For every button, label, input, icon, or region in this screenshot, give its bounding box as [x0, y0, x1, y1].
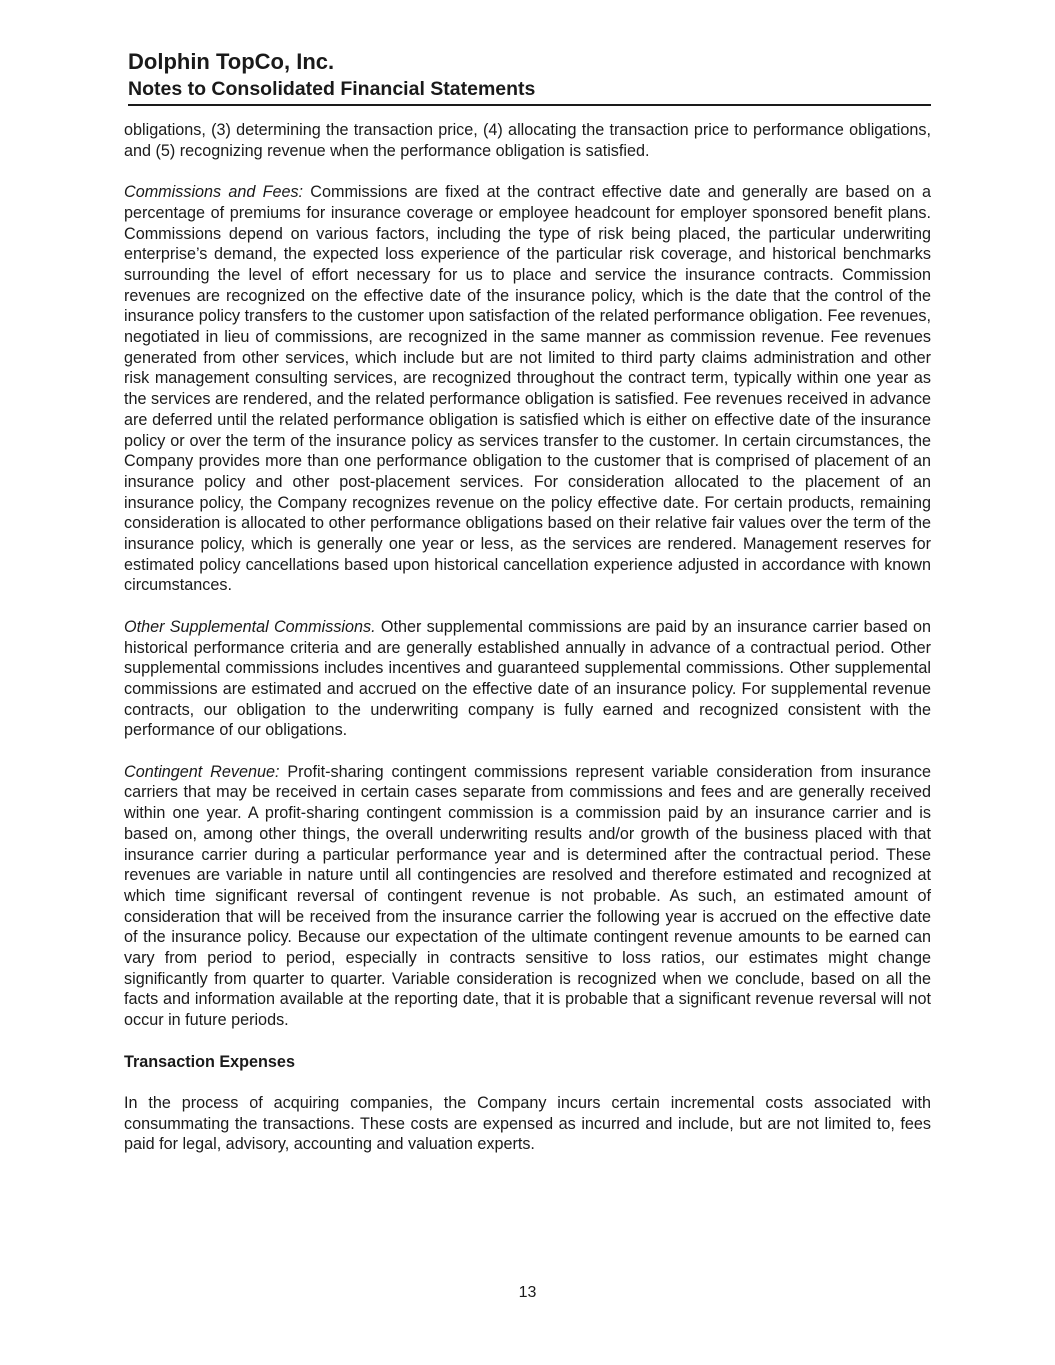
commissions-text: Commissions are fixed at the contract effective date and generally are based on a percentage of premiums for insurance coverage or employee headcount for employer sponsored benefit plans. Commissions depend on various factors, including the type of risk being placed, the particular underwriting enterprise’s demand, the expected loss experience of the particular risk coverage, and historical benchmarks surrounding the level of effort necessary for us to place and service the insurance contracts. Commission revenues are recognized on the effective date of the insurance policy, which is the date that the control of the insurance policy transfers to the customer upon satisfaction of the related performance obligation. Fee revenues, negotiated in lieu of commissions, are recognized in the same manner as commission revenue. Fee revenues generated from other services, which include but are not limited to third party claims administration and other risk management consulting services, are recognized throughout the contract term, typically within one year as the services are rendered, and the related performance obligation is satisfied. Fee revenues received in advance are deferred until the related performance obligation is satisfied which is either on effective date of the insurance policy or over the term of the insurance policy as services transfer to the customer. In certain circumstances, the Company provides more than one performance obligation to the customer that is comprised of placement of an insurance policy and other post-placement services. For consideration allocated to the placement of an insurance policy, the Company recognizes revenue on the policy effective date. For certain products, remaining consideration is allocated to other performance obligations based on their relative fair values over the term of the insurance policy, which is generally one year or less, as the services are rendered. Management reserves for estimated policy cancellations based upon historical cancellation experience adjusted in accordance with known circumstances.: [124, 183, 931, 595]
contingent-paragraph: [124, 762, 931, 1031]
supplemental-lead: Other Supplemental Commissions.: [124, 617, 376, 636]
statement-title: Notes to Consolidated Financial Statements: [128, 78, 536, 100]
commissions-paragraph: [124, 182, 931, 596]
supplemental-paragraph: [124, 617, 931, 741]
transaction-expenses-heading: Transaction Expenses: [124, 1052, 295, 1071]
page-header: [128, 48, 931, 106]
contingent-text: Profit-sharing contingent commissions represent variable consideration from insurance carriers that may be received in certain cases separate from commissions and fees and are generally received within one year. A profit-sharing contingent commission is a commission paid by an insurance carrier and is based on, among other things, the overall underwriting results and/or growth of the business placed with that insurance carrier during a particular performance year and is determined after the contractual period. These revenues are variable in nature until all contingencies are resolved and therefore estimated and recognized at which time significant reversal of contingent revenue is not probable. As such, an estimated amount of consideration that will be received from the insurance carrier the following year is accrued on the effective date of the insurance policy. Because our expectation of the ultimate contingent revenue amounts to be earned can vary from period to period, especially in contracts sensitive to loss ratios, our estimates might change significantly from quarter to quarter. Variable consideration is recognized when we conclude, based on all the facts and information available at the reporting date, that it is probable that a significant revenue reversal will not occur in future periods.: [124, 762, 931, 1030]
page-number: 13: [518, 1284, 537, 1301]
company-name: Dolphin TopCo, Inc.: [128, 49, 335, 74]
supplemental-text: Other supplemental commissions are paid by an insurance carrier based on historical performance criteria and are generally established annually in advance of a contractual period. Other supplemental commissions includes incentives and guaranteed supplemental commissions. Other supplemental commissions are estimated and accrued on the effective date of an insurance policy. For supplemental revenue contracts, our obligation to the underwriting company is fully earned and recognized consistent with the performance of our obligations.: [124, 617, 931, 740]
commissions-lead: Commissions and Fees:: [124, 183, 304, 202]
document-body: [124, 120, 931, 1155]
intro-paragraph: obligations, (3) determining the transaction price, (4) allocating the transaction price to performance obligations, and (5) recognizing revenue when the performance obligation is satisfied.: [124, 121, 931, 160]
contingent-lead: Contingent Revenue:: [124, 762, 280, 781]
transaction-expenses-paragraph: In the process of acquiring companies, the Company incurs certain incremental costs associated with consummating the transactions. These costs are expensed as incurred and include, but are not limited to, fees paid for legal, advisory, accounting and valuation experts.: [124, 1093, 931, 1154]
